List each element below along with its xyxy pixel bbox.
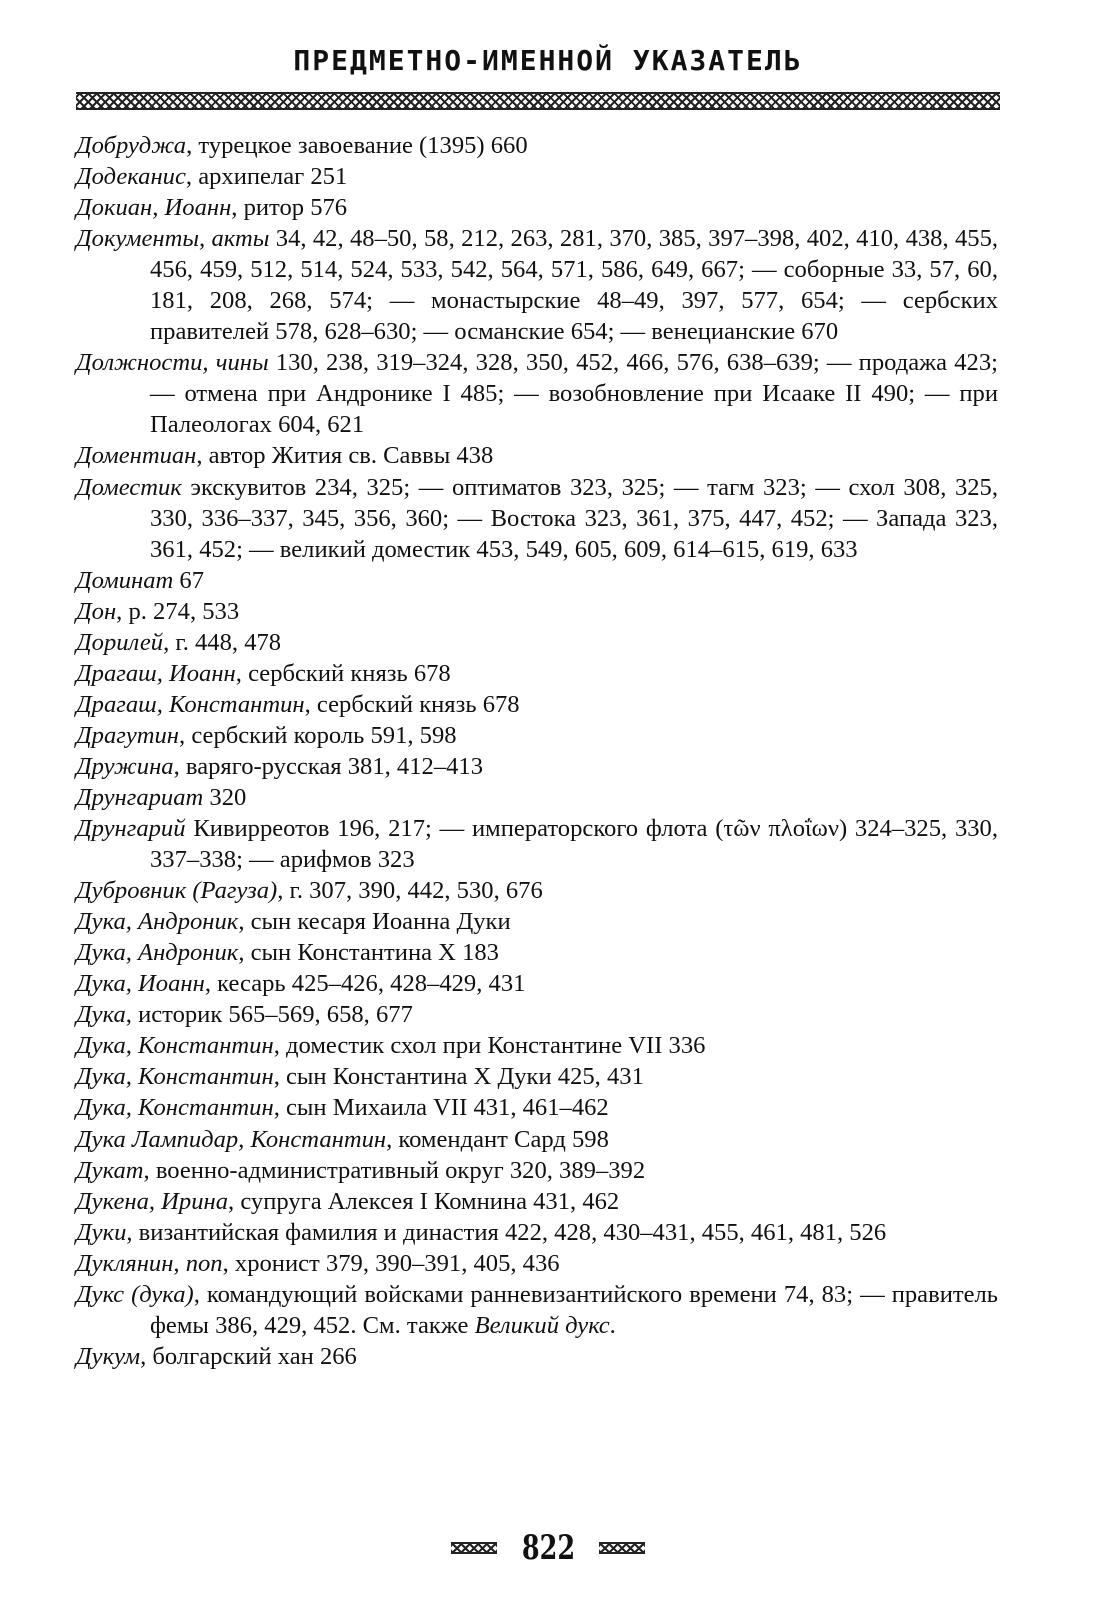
index-body: , сын Константина X 183 <box>238 939 499 967</box>
index-entry <box>76 565 998 596</box>
page-footer <box>0 1526 1096 1570</box>
index-entry <box>76 1030 998 1061</box>
index-term: Дукена, Ирина <box>76 1187 229 1215</box>
index-body: , сын Михаила VII 431, 461–462 <box>273 1094 609 1122</box>
index-entry <box>76 782 998 813</box>
index-entry <box>76 1155 998 1186</box>
index-entry <box>76 1092 998 1123</box>
index-body: , автор Жития св. Саввы 438 <box>196 442 494 470</box>
index-entry <box>76 751 998 782</box>
index-term: Дружина <box>76 752 174 780</box>
footer-ornament-right <box>599 1542 645 1554</box>
index-body: , кесарь 425–426, 428–429, 431 <box>204 970 526 998</box>
index-entry <box>76 968 998 999</box>
index-body: 320 <box>203 783 247 811</box>
index-entry <box>76 130 998 161</box>
index-entry <box>76 1279 998 1341</box>
index-body: , хронист 379, 390–391, 405, 436 <box>222 1249 560 1277</box>
index-term: Должности, чины <box>76 349 269 377</box>
index-entry <box>76 1248 998 1279</box>
index-entry <box>76 720 998 751</box>
index-entry <box>76 1186 998 1217</box>
index-term: Доместик <box>76 473 182 501</box>
index-body: 130, 238, 319–324, 328, 350, 452, 466, 576, 638–639; — продажа 423; — отмена при Андронике I 485; — возобновление при Исааке II 490; — при Палеологах 604, 621 <box>150 349 998 439</box>
index-entry <box>76 627 998 658</box>
index-body: , историк 565–569, 658, 677 <box>125 1001 413 1029</box>
index-term: Дорилей <box>76 628 164 656</box>
index-term: Дука, Андроник <box>76 939 239 967</box>
index-entry <box>76 813 998 875</box>
index-entry <box>76 472 998 565</box>
index-term: Дукс (дука) <box>76 1280 194 1308</box>
index-body: , ритор 576 <box>231 194 348 222</box>
index-term: Дука, Константин <box>76 1094 274 1122</box>
index-body: , сербский князь 678 <box>235 659 451 687</box>
index-body: , доместик схол при Константине VII 336 <box>273 1032 706 1060</box>
index-term: Дука, Константин <box>76 1032 274 1060</box>
header-ornament <box>76 92 1000 110</box>
index-term: Дука, Константин <box>76 1063 274 1091</box>
index-body: Кивирреотов 196, 217; — императорского флота (τῶν πλοΐων) 324–325, 330, 337–338; — арифмов 323 <box>150 815 998 874</box>
index-term: Дука, Иоанн <box>76 970 205 998</box>
index-entry <box>76 906 998 937</box>
index-term: Дуки <box>76 1218 127 1246</box>
index-term: Драгутин <box>76 721 180 749</box>
index-body: , архипелаг 251 <box>185 163 348 191</box>
index-body: , командующий войсками ранневизантийского времени 74, 83; — правитель фемы 386, 429, 452. См. также <box>150 1280 999 1339</box>
index-term: Дон <box>76 597 117 625</box>
index-body: , военно-административный округ 320, 389–392 <box>143 1156 646 1184</box>
index-entry <box>76 347 998 440</box>
index-term: Драгаш, Константин <box>76 690 305 718</box>
footer-ornament-left <box>451 1542 497 1554</box>
index-body: , г. 448, 478 <box>163 628 282 656</box>
index-entry <box>76 937 998 968</box>
index-body: , сербский король 591, 598 <box>179 721 457 749</box>
index-term: Доментиан <box>76 442 197 470</box>
index-body: , р. 274, 533 <box>116 597 240 625</box>
index-entry <box>76 192 998 223</box>
index-entry <box>76 1124 998 1155</box>
index-body: 34, 42, 48–50, 58, 212, 263, 281, 370, 385, 397–398, 402, 410, 438, 455, 456, 459, 512, 514, 524, 533, 542, 564, 571, 586, 649, 667; — соборные 33, 57, 60, 181, 208, 268, 574; — монастырские 48–49, 397, 577, 654; — сербских правителей 578, 628–630; — османские 654; — венецианские 670 <box>150 225 999 346</box>
index-entry <box>76 658 998 689</box>
index-body: , супруга Алексея I Комнина 431, 462 <box>228 1187 620 1215</box>
index-list <box>76 130 998 1372</box>
index-entry <box>76 161 998 192</box>
index-term: Дука <box>76 1001 126 1029</box>
index-term: Докиан, Иоанн <box>76 194 232 222</box>
index-term: Додеканис <box>76 163 186 191</box>
index-entry <box>76 1217 998 1248</box>
index-term: Дука, Андроник <box>76 908 239 936</box>
index-entry <box>76 223 998 347</box>
index-body: , турецкое завоевание (1395) 660 <box>186 132 528 159</box>
index-body: , болгарский хан 266 <box>140 1342 357 1370</box>
index-term: Доминат <box>76 566 174 594</box>
index-term: Драгаш, Иоанн <box>76 659 236 687</box>
index-body: , варяго-русская 381, 412–413 <box>173 752 484 780</box>
index-body: , сын кесаря Иоанна Дуки <box>238 908 511 936</box>
index-entry <box>76 440 998 471</box>
page-number: 822 <box>521 1528 575 1568</box>
index-term: Дуклянин, поп <box>76 1249 223 1277</box>
index-term: Дукум <box>76 1342 141 1370</box>
index-body: , сербский князь 678 <box>304 690 520 718</box>
index-term: Документы, акты <box>76 225 270 253</box>
index-entry <box>76 999 998 1030</box>
index-body: экскувитов 234, 325; — оптиматов 323, 325; — тагм 323; — схол 308, 325, 330, 336–337, 345, 356, 360; — Востока 323, 361, 375, 447, 452; — Запада 323, 361, 452; — великий доместик 453, 549, 605, 609, 614–615, 619, 633 <box>150 473 998 563</box>
cross-reference: Великий дукс <box>474 1311 610 1339</box>
index-term: Добруджа <box>76 132 187 159</box>
index-term: Дубровник (Рагуза) <box>76 877 278 905</box>
index-term: Дука Лампидар, Константин <box>76 1125 387 1153</box>
index-tail: . <box>609 1311 616 1339</box>
index-entry <box>76 689 998 720</box>
page-header-title: ПРЕДМЕТНО-ИМЕННОЙ УКАЗАТЕЛЬ <box>293 44 803 77</box>
index-entry <box>76 1061 998 1092</box>
index-entry <box>76 1341 998 1372</box>
index-term: Друнгариат <box>76 783 204 811</box>
index-body: 67 <box>173 566 205 594</box>
index-entry <box>76 875 998 906</box>
index-body: , византийская фамилия и династия 422, 428, 430–431, 455, 461, 481, 526 <box>126 1218 887 1246</box>
index-body: , комендант Сард 598 <box>386 1125 609 1153</box>
index-term: Дукат <box>76 1156 144 1184</box>
index-body: , г. 307, 390, 442, 530, 676 <box>277 877 543 905</box>
index-entry <box>76 596 998 627</box>
index-term: Друнгарий <box>76 815 186 843</box>
index-body: , сын Константина X Дуки 425, 431 <box>273 1063 644 1091</box>
